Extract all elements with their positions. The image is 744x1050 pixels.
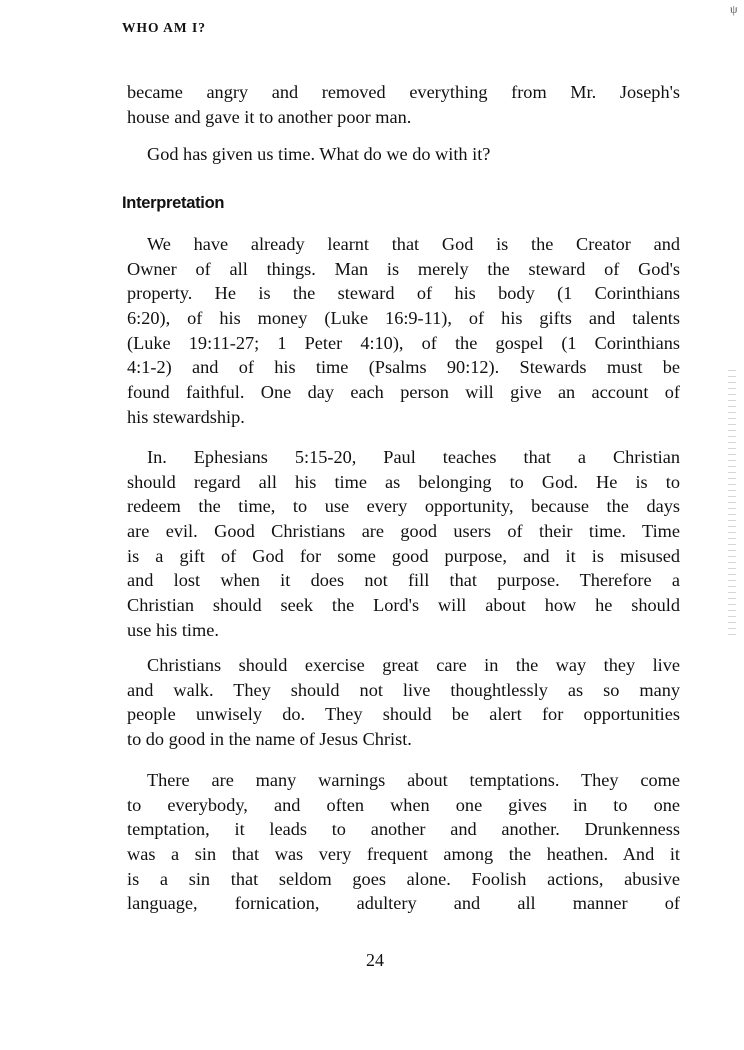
text-line: found faithful. One day each person will give an account of — [127, 382, 680, 403]
text-line: is a sin that seldom goes alone. Foolish actions, abusive — [127, 868, 680, 889]
text-line: We have already learnt that God is the Creator and — [147, 234, 680, 254]
text-line: 4:1-2) and of his time (Psalms 90:12). Stewards must be — [127, 357, 680, 378]
scan-artifact-mark: ψ — [730, 2, 738, 16]
text-line: people unwisely do. They should be alert for opportunities — [127, 704, 680, 725]
section-heading: Interpretation — [122, 194, 225, 212]
text-line: Christian should seek the Lord's will about how he should — [127, 595, 680, 616]
text-line: God has given us time. What do we do with it? — [147, 144, 491, 165]
text-line: to do good in the name of Jesus Christ. — [127, 729, 412, 750]
text-line: to everybody, and often when one gives in to one — [127, 794, 680, 815]
text-line: Owner of all things. Man is merely the steward of God's — [127, 258, 680, 279]
text-line: temptation, it leads to another and another. Drunkenness — [127, 819, 680, 840]
text-line: and walk. They should not live thoughtlessly as so many — [127, 679, 680, 700]
page-number: 24 — [366, 950, 384, 970]
text-line: Christians should exercise great care in the way they live — [147, 655, 680, 675]
text-line: language, fornication, adultery and all manner of — [127, 893, 680, 914]
text-line: 6:20), of his money (Luke 16:9-11), of his gifts and talents — [127, 308, 680, 329]
paragraph-4 — [127, 768, 680, 916]
text-line: use his time. — [127, 619, 219, 640]
text-line: his stewardship. — [127, 406, 245, 427]
text-line: is a gift of God for some good purpose, and it is misused — [127, 545, 680, 566]
text-line: was a sin that was very frequent among the heathen. And it — [127, 844, 680, 865]
text-line: should regard all his time as belonging to God. He is to — [127, 471, 680, 492]
paragraph-2 — [127, 445, 680, 643]
text-line: redeem the time, to use every opportunity, because the days — [127, 496, 680, 517]
paragraph-1 — [127, 232, 680, 430]
text-line: house and gave it to another poor man. — [127, 106, 412, 127]
text-line: property. He is the steward of his body (1 Corinthians — [127, 283, 680, 304]
paragraph-3 — [127, 653, 680, 752]
text-line: There are many warnings about temptations. They come — [147, 770, 680, 790]
text-line: became angry and removed everything from Mr. Joseph's — [127, 82, 680, 102]
scan-edge-noise — [728, 370, 736, 640]
text-line: (Luke 19:11-27; 1 Peter 4:10), of the gospel (1 Corinthians — [127, 332, 680, 353]
running-header: WHO AM I? — [122, 20, 207, 35]
text-line: are evil. Good Christians are good users of their time. Time — [127, 521, 680, 542]
text-line: and lost when it does not fill that purpose. Therefore a — [127, 570, 680, 591]
text-line: In. Ephesians 5:15-20, Paul teaches that a Christian — [147, 447, 680, 467]
intro-text — [127, 80, 680, 167]
